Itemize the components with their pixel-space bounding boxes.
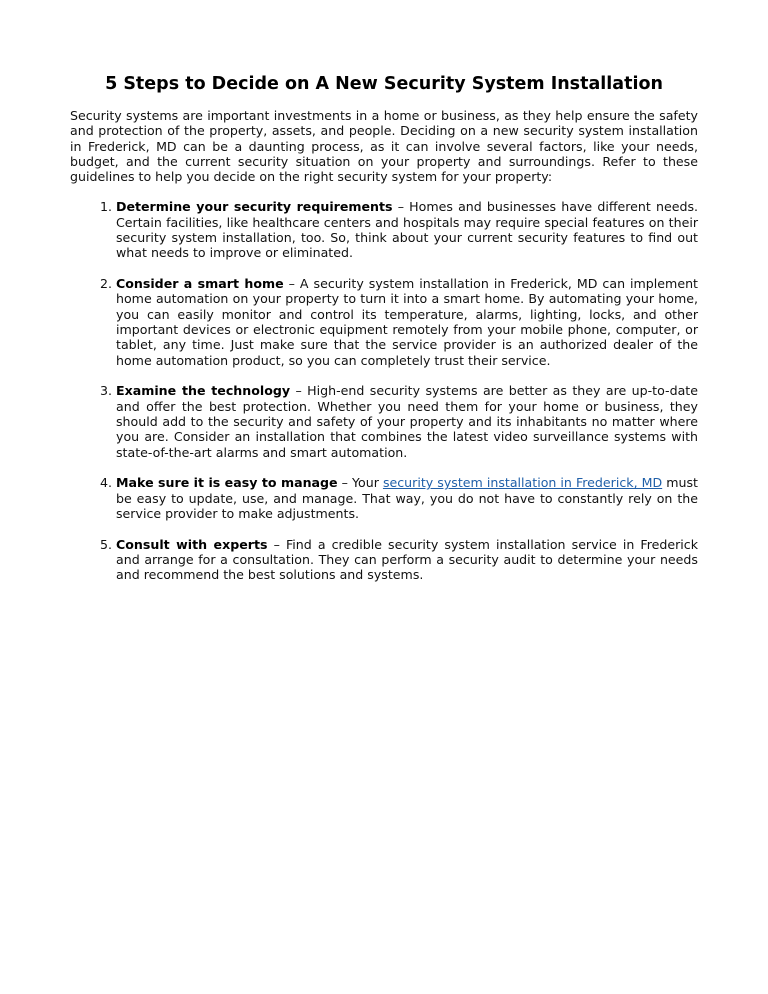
step-heading: Consider a smart home [116, 276, 284, 292]
intro-paragraph: Security systems are important investments in a home or business, as they help ensure the safety and protection of the property, assets, and people. Deciding on a new security system installation in Frederick, MD can be a daunting process, as it can involve several factors, like your needs, budget, and the current security situation on your property and surroundings. Refer to these guidelines to help you decide on the right security system for your property: [70, 108, 698, 185]
step-heading: Determine your security requirements [116, 199, 393, 215]
step-text-after: must be easy to update, use, and manage. That way, you do not have to constantly rely on the service provider to make adjustments. [116, 475, 698, 522]
step-item [116, 276, 698, 368]
step-text: – Homes and businesses have different needs. Certain facilities, like healthcare centers and hospitals may require special features on their security system installation, too. So, think about your current security features to find out what needs to improve or eliminated. [116, 199, 699, 261]
step-item [116, 199, 698, 260]
step-item [116, 383, 698, 459]
step-text: – High-end security systems are better as they are up-to-date and offer the best protection. Whether you need them for your home or business, they should add to the security and safety of your property and its inhabitants no matter where you are. Consider an installation that combines the latest video surveillance systems with state-of-the-art alarms and smart automation. [116, 383, 698, 460]
step-item [116, 475, 698, 521]
security-installation-link[interactable]: security system installation in Frederick, MD [382, 475, 663, 491]
step-text: – Your [337, 475, 383, 491]
document-page [70, 72, 698, 598]
step-text: – A security system installation in Frederick, MD can implement home automation on your property to turn it into a smart home. By automating your home, you can easily monitor and control its temperature, alarms, lighting, locks, and other important devices or electronic equipment remotely from your mobile phone, computer, or tablet, any time. Just make sure that the service provider is an authorized dealer of the home automation product, so you can completely trust their service. [116, 276, 698, 368]
step-heading: Examine the technology [116, 383, 291, 399]
steps-list [70, 199, 698, 582]
step-text: – Find a credible security system installation service in Frederick and arrange for a consultation. They can perform a security audit to determine your needs and recommend the best solutions and systems. [116, 536, 698, 583]
step-heading: Make sure it is easy to manage [116, 475, 338, 491]
step-heading: Consult with experts [116, 536, 268, 552]
step-item [116, 537, 698, 583]
document-title: 5 Steps to Decide on A New Security System Installation [105, 74, 663, 94]
